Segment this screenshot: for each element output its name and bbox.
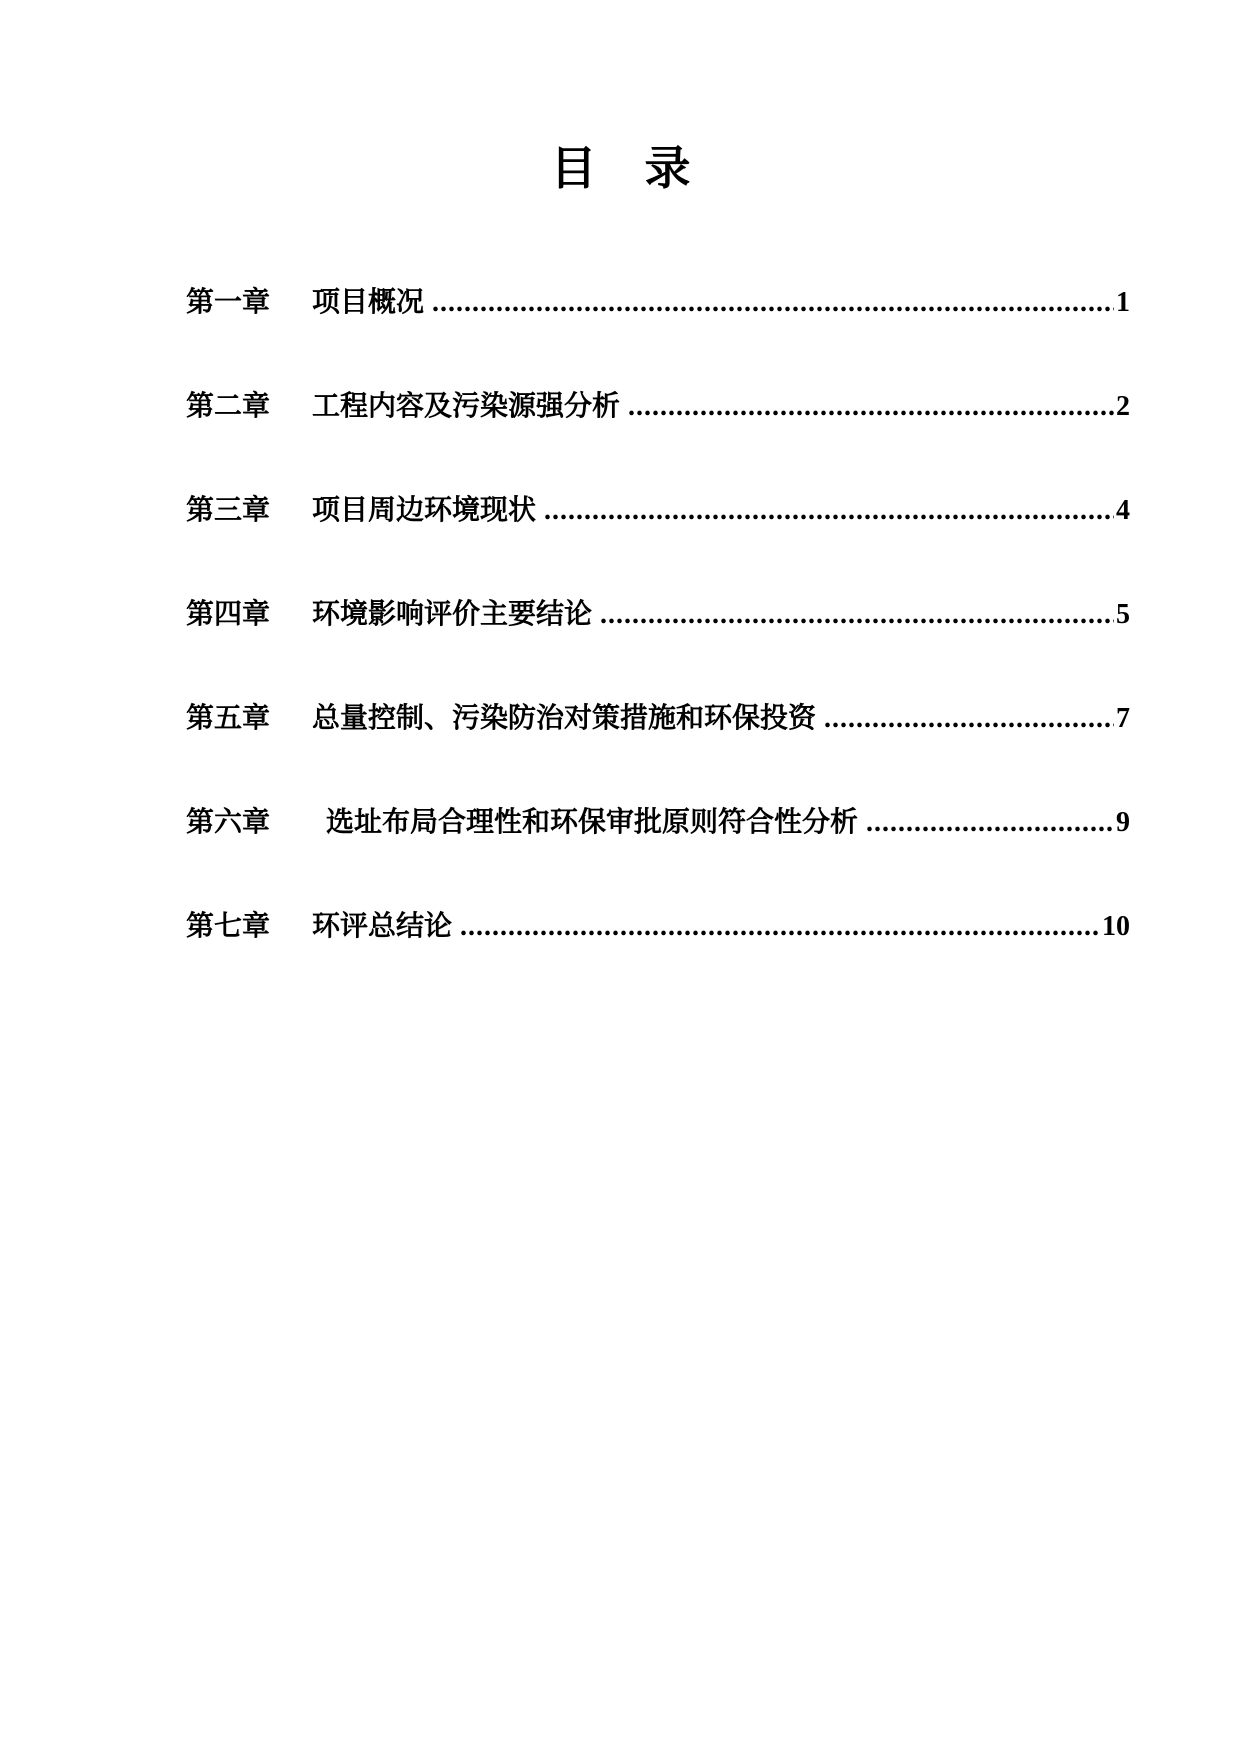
- toc-chapter-title: 选址布局合理性和环保审批原则符合性分析: [326, 805, 859, 838]
- toc-entry-chapter-2[interactable]: [186, 386, 1130, 426]
- table-of-contents: [186, 282, 1130, 1010]
- toc-chapter-title: 总量控制、污染防治对策措施和环保投资: [312, 701, 817, 734]
- title-char-2: 录: [644, 141, 691, 195]
- toc-page-number: 5: [1116, 599, 1130, 630]
- toc-chapter-number: 第二章: [186, 389, 271, 422]
- toc-chapter-title: 工程内容及污染源强分析: [312, 389, 621, 422]
- toc-chapter-number: 第七章: [186, 909, 271, 942]
- toc-chapter-number: 第四章: [186, 597, 271, 630]
- toc-entry-chapter-6[interactable]: [186, 802, 1130, 842]
- toc-page-number: 4: [1116, 495, 1130, 526]
- toc-entry-chapter-3[interactable]: [186, 490, 1130, 530]
- toc-page-number: 7: [1116, 703, 1130, 734]
- toc-chapter-title: 项目概况: [312, 285, 425, 318]
- toc-chapter-title: 环评总结论: [312, 909, 453, 942]
- toc-dot-leader: [544, 491, 1114, 531]
- toc-page-number: 2: [1116, 391, 1130, 422]
- toc-entry-chapter-1[interactable]: [186, 282, 1130, 322]
- toc-dot-leader: [432, 283, 1114, 323]
- toc-chapter-number: 第一章: [186, 285, 271, 318]
- toc-dot-leader: [824, 699, 1114, 739]
- toc-page-number: 10: [1102, 911, 1130, 942]
- toc-page-number: 1: [1116, 287, 1130, 318]
- title-char-1: 目: [550, 141, 597, 195]
- toc-dot-leader: [628, 387, 1114, 427]
- toc-dot-leader: [460, 907, 1100, 947]
- toc-chapter-number: 第五章: [186, 701, 271, 734]
- toc-chapter-number: 第三章: [186, 493, 271, 526]
- toc-dot-leader: [866, 803, 1114, 843]
- toc-entry-chapter-4[interactable]: [186, 594, 1130, 634]
- toc-chapter-title: 环境影响评价主要结论: [312, 597, 593, 630]
- toc-dot-leader: [600, 595, 1114, 635]
- page-title: [0, 138, 1241, 198]
- toc-chapter-title: 项目周边环境现状: [312, 493, 537, 526]
- toc-chapter-number: 第六章: [186, 805, 271, 838]
- toc-entry-chapter-5[interactable]: [186, 698, 1130, 738]
- toc-entry-chapter-7[interactable]: [186, 906, 1130, 946]
- toc-page-number: 9: [1116, 807, 1130, 838]
